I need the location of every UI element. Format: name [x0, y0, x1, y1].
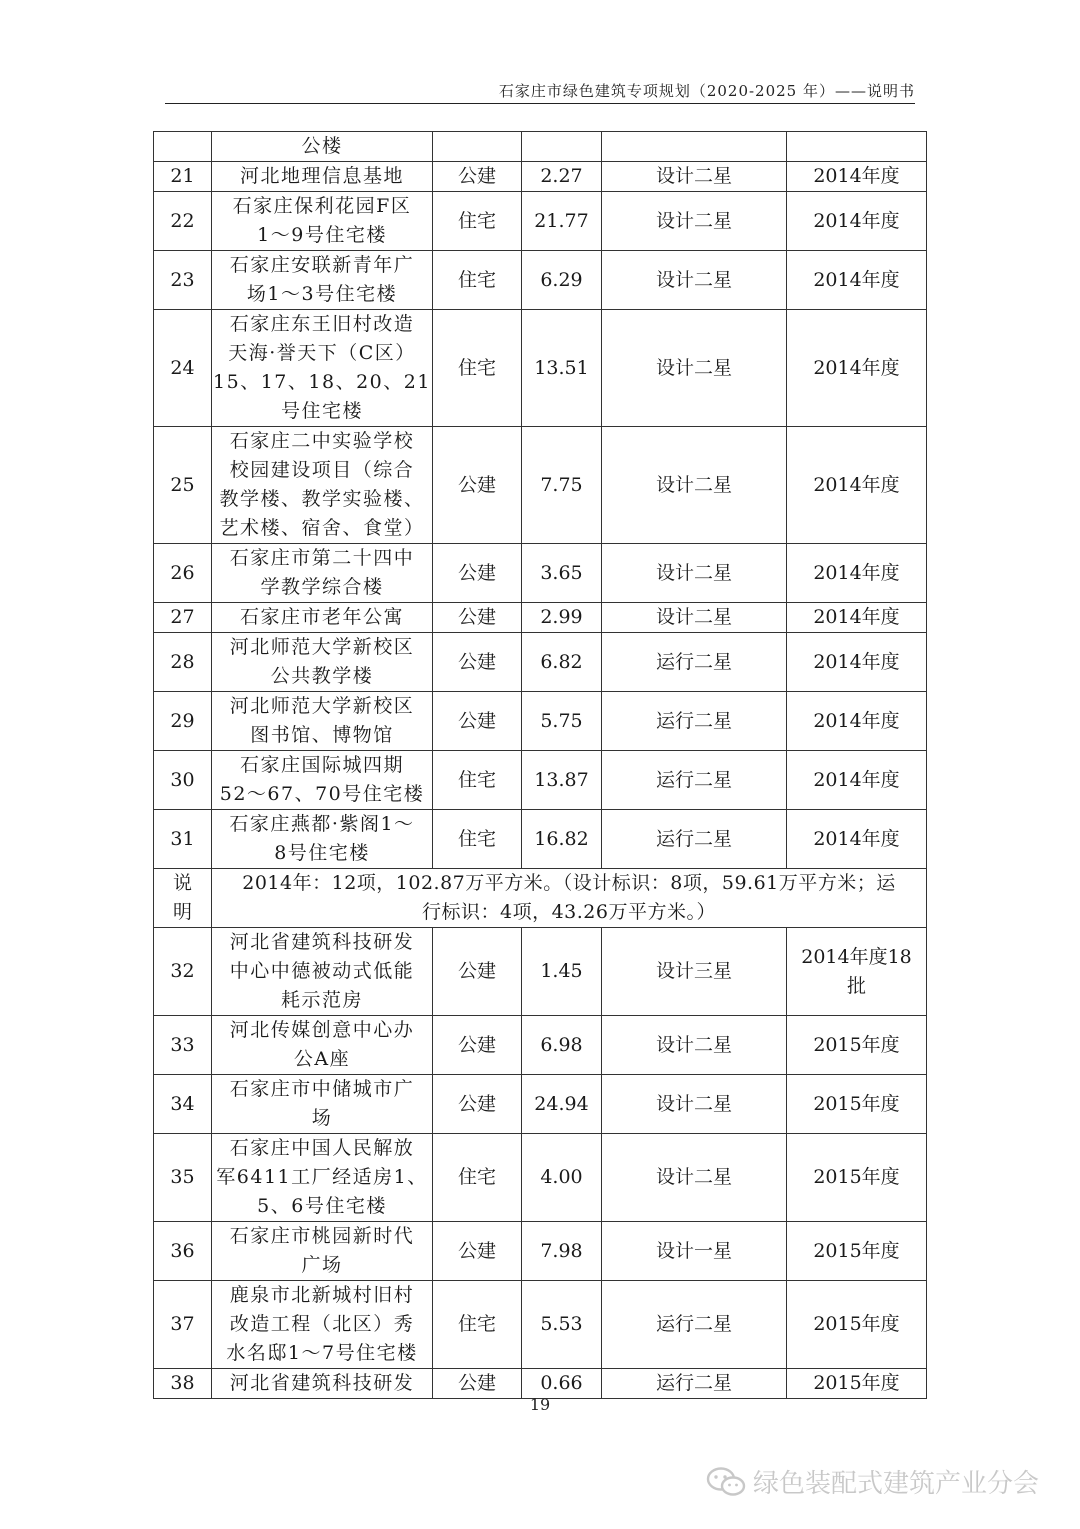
year-line: 批: [846, 974, 866, 997]
project-name-line: 15、17、18、20、21: [213, 371, 431, 393]
project-name-line: 号住宅楼: [280, 400, 363, 422]
cell-level: 设计二星: [602, 310, 787, 427]
year-line: 2015年度: [813, 1033, 900, 1056]
table-row: [154, 603, 927, 633]
cell-project-name: 公楼: [212, 132, 433, 162]
cell-level: 运行二星: [602, 633, 787, 692]
year-line: 2014年度: [813, 827, 900, 850]
cell-no: 22: [154, 192, 212, 251]
cell-project-name: [212, 427, 433, 544]
table-row: [154, 427, 927, 544]
project-name-line: 1～9号住宅楼: [257, 224, 387, 246]
cell-area: 4.00: [522, 1134, 602, 1222]
cell-type: 公建: [433, 1369, 522, 1399]
project-name-line: 改造工程（北区）秀: [229, 1313, 415, 1335]
year-line: 2015年度: [813, 1313, 900, 1335]
cell-year: [787, 310, 927, 427]
project-name-line: 中心中德被动式低能: [229, 960, 415, 982]
year-line: 2014年度: [813, 606, 900, 628]
project-name-line: 河北省建筑科技研发: [229, 1372, 415, 1394]
note-label-line: 说: [172, 872, 192, 894]
cell-area: 6.98: [522, 1016, 602, 1075]
project-name-line: 河北省建筑科技研发: [229, 931, 415, 953]
note-label: [154, 869, 212, 928]
year-line: 2014年度: [813, 650, 900, 673]
project-name-line: 石家庄中国人民解放: [229, 1137, 415, 1159]
cell-project-name: [212, 603, 433, 633]
cell-project-name: [212, 310, 433, 427]
cell-type: 住宅: [433, 810, 522, 869]
cell-type: 公建: [433, 692, 522, 751]
project-name-line: 石家庄国际城四期: [239, 754, 404, 776]
cell-area: 3.65: [522, 544, 602, 603]
cell-year: [787, 1016, 927, 1075]
project-name-line: 校园建设项目（综合: [229, 459, 415, 481]
cell-type: 公建: [433, 162, 522, 192]
cell-project-name: [212, 1222, 433, 1281]
cell-no: 30: [154, 751, 212, 810]
cell-year: [787, 1222, 927, 1281]
wechat-icon: [705, 1465, 747, 1499]
cell-type: 住宅: [433, 1281, 522, 1369]
cell-project-name: [212, 633, 433, 692]
cell-no: 26: [154, 544, 212, 603]
project-name-line: 水名邸1～7号住宅楼: [226, 1342, 418, 1364]
table-row: [154, 251, 927, 310]
note-label-line: 明: [172, 901, 192, 923]
cell-level: 设计二星: [602, 251, 787, 310]
project-name-line: 场1～3号住宅楼: [246, 283, 398, 305]
project-name-line: 石家庄市中储城市广: [229, 1078, 415, 1100]
year-line: 2014年度: [813, 473, 900, 496]
cell-project-name: [212, 1134, 433, 1222]
cell-level: 运行二星: [602, 810, 787, 869]
note-text-line: 2014年：12项，102.87万平方米。（设计标识：8项，59.61万平方米；运: [242, 872, 896, 894]
cell-level: 设计二星: [602, 427, 787, 544]
cell-type: 公建: [433, 1222, 522, 1281]
project-name-line: 耗示范房: [280, 989, 363, 1011]
table-row: [154, 633, 927, 692]
cell-no: [154, 132, 212, 162]
cell-type: 公建: [433, 633, 522, 692]
cell-project-name: [212, 162, 433, 192]
project-name-line: 石家庄保利花园F区: [232, 195, 412, 217]
project-name-line: 场: [311, 1107, 333, 1129]
note-row: [154, 869, 927, 928]
cell-no: 29: [154, 692, 212, 751]
cell-level: 设计二星: [602, 192, 787, 251]
cell-no: 21: [154, 162, 212, 192]
watermark-text: 绿色装配式建筑产业分会: [753, 1469, 1040, 1499]
year-line: 2014年度: [813, 268, 900, 291]
cell-project-name: [212, 1016, 433, 1075]
project-name-line: 河北传媒创意中心办: [229, 1019, 415, 1041]
cell-level: 设计二星: [602, 1016, 787, 1075]
cell-area: 1.45: [522, 928, 602, 1016]
project-name-line: 河北师范大学新校区: [229, 636, 415, 658]
cell-area: 21.77: [522, 192, 602, 251]
year-line: 2015年度: [813, 1166, 900, 1188]
cell-no: 38: [154, 1369, 212, 1399]
project-name-line: 艺术楼、宿舍、食堂）: [219, 517, 425, 539]
table-row: [154, 1134, 927, 1222]
cell-level: 运行二星: [602, 1281, 787, 1369]
project-name-line: 天海·誉天下（C区）: [228, 342, 416, 364]
cell-no: 32: [154, 928, 212, 1016]
cell-project-name: [212, 1075, 433, 1134]
cell-area: [522, 132, 602, 162]
project-name-line: 公A座: [293, 1048, 351, 1070]
year-line: 2014年度: [813, 356, 900, 379]
cell-year: [787, 810, 927, 869]
cell-type: 住宅: [433, 251, 522, 310]
cell-area: 7.75: [522, 427, 602, 544]
cell-level: [602, 132, 787, 162]
cell-type: 公建: [433, 427, 522, 544]
project-name-line: 公共教学楼: [270, 665, 374, 687]
cell-no: 36: [154, 1222, 212, 1281]
project-name-line: 52～67、70号住宅楼: [219, 783, 425, 805]
table-row: [154, 928, 927, 1016]
table-row: [154, 132, 927, 162]
cell-project-name: [212, 251, 433, 310]
project-name-line: 5、6号住宅楼: [257, 1195, 387, 1217]
cell-year: [787, 1369, 927, 1399]
table-row: [154, 1016, 927, 1075]
cell-year: [787, 192, 927, 251]
cell-year: [787, 162, 927, 192]
project-name-line: 石家庄燕都·紫阁1～: [229, 813, 415, 835]
cell-year: [787, 603, 927, 633]
table-row: [154, 1075, 927, 1134]
cell-year: [787, 751, 927, 810]
header-title: 石家庄市绿色建筑专项规划（2020-2025 年）——说明书: [498, 82, 915, 100]
cell-level: 运行二星: [602, 1369, 787, 1399]
cell-year: [787, 928, 927, 1016]
cell-type: 公建: [433, 928, 522, 1016]
page-number: 19: [529, 1395, 551, 1414]
cell-area: 13.51: [522, 310, 602, 427]
table-row: [154, 810, 927, 869]
project-name-line: 军6411工厂经适房1、: [216, 1166, 428, 1188]
year-line: 2015年度: [813, 1372, 900, 1394]
cell-area: 6.29: [522, 251, 602, 310]
cell-type: [433, 132, 522, 162]
cell-type: 公建: [433, 544, 522, 603]
watermark: [705, 1463, 1039, 1500]
cell-level: 设计二星: [602, 1134, 787, 1222]
cell-year: [787, 132, 927, 162]
cell-no: 31: [154, 810, 212, 869]
cell-project-name: [212, 928, 433, 1016]
cell-project-name: [212, 751, 433, 810]
table-row: [154, 692, 927, 751]
cell-level: 设计一星: [602, 1222, 787, 1281]
project-name-line: 石家庄安联新青年广: [229, 254, 415, 276]
project-name-line: 石家庄市第二十四中: [229, 547, 415, 569]
cell-level: 设计二星: [602, 544, 787, 603]
table-row: [154, 1222, 927, 1281]
cell-year: [787, 1134, 927, 1222]
cell-project-name: [212, 1369, 433, 1399]
year-line: 2014年度: [813, 561, 900, 584]
year-line: 2014年度: [813, 709, 900, 732]
year-line: 2014年度: [813, 768, 900, 791]
note-text-line: 行标识：4项，43.26万平方米。）: [422, 901, 716, 923]
cell-project-name: [212, 192, 433, 251]
cell-year: [787, 1281, 927, 1369]
note-text: [212, 869, 927, 928]
cell-type: 住宅: [433, 1134, 522, 1222]
project-name-line: 石家庄二中实验学校: [229, 430, 415, 452]
cell-level: 设计三星: [602, 928, 787, 1016]
project-name-line: 学教学综合楼: [260, 576, 384, 598]
cell-type: 公建: [433, 1016, 522, 1075]
cell-area: 6.82: [522, 633, 602, 692]
year-line: 2015年度: [813, 1092, 900, 1115]
cell-area: 24.94: [522, 1075, 602, 1134]
cell-no: 35: [154, 1134, 212, 1222]
cell-area: 13.87: [522, 751, 602, 810]
project-name-line: 石家庄市老年公寓: [239, 606, 404, 628]
cell-level: 运行二星: [602, 751, 787, 810]
cell-area: 0.66: [522, 1369, 602, 1399]
cell-level: 设计二星: [602, 603, 787, 633]
table-row: [154, 751, 927, 810]
cell-area: 2.27: [522, 162, 602, 192]
cell-no: 25: [154, 427, 212, 544]
cell-no: 28: [154, 633, 212, 692]
cell-year: [787, 633, 927, 692]
table-row: [154, 1281, 927, 1369]
cell-no: 33: [154, 1016, 212, 1075]
cell-no: 24: [154, 310, 212, 427]
table-row: [154, 1369, 927, 1399]
cell-type: 住宅: [433, 751, 522, 810]
project-name-line: 8号住宅楼: [274, 842, 370, 864]
cell-no: 37: [154, 1281, 212, 1369]
cell-area: 2.99: [522, 603, 602, 633]
cell-project-name: [212, 1281, 433, 1369]
table-row: [154, 192, 927, 251]
project-name-line: 石家庄东王旧村改造: [229, 313, 415, 335]
cell-area: 16.82: [522, 810, 602, 869]
cell-level: 运行二星: [602, 692, 787, 751]
project-table: [153, 131, 927, 1399]
cell-year: [787, 427, 927, 544]
cell-type: 公建: [433, 1075, 522, 1134]
cell-project-name: [212, 692, 433, 751]
year-line: 2014年度: [813, 209, 900, 232]
cell-no: 27: [154, 603, 212, 633]
cell-area: 5.53: [522, 1281, 602, 1369]
cell-no: 23: [154, 251, 212, 310]
cell-project-name: [212, 544, 433, 603]
project-name-line: 鹿泉市北新城村旧村: [229, 1284, 415, 1306]
cell-area: 7.98: [522, 1222, 602, 1281]
project-name-line: 石家庄市桃园新时代: [229, 1225, 415, 1247]
project-name-line: 教学楼、教学实验楼、: [219, 488, 425, 510]
header-divider: [165, 103, 915, 104]
cell-year: [787, 692, 927, 751]
project-name-line: 图书馆、博物馆: [250, 724, 394, 746]
cell-no: 34: [154, 1075, 212, 1134]
project-name-line: 河北师范大学新校区: [229, 695, 415, 717]
year-line: 2015年度: [813, 1239, 900, 1262]
cell-type: 住宅: [433, 310, 522, 427]
cell-type: 公建: [433, 603, 522, 633]
table-row: [154, 162, 927, 192]
cell-year: [787, 544, 927, 603]
cell-year: [787, 1075, 927, 1134]
year-line: 2014年度18: [801, 945, 912, 968]
project-name-line: 河北地理信息基地: [239, 165, 404, 187]
cell-level: 设计二星: [602, 162, 787, 192]
year-line: 2014年度: [813, 165, 900, 187]
cell-type: 住宅: [433, 192, 522, 251]
cell-project-name: [212, 810, 433, 869]
project-name-line: 广场: [301, 1254, 343, 1276]
cell-level: 设计二星: [602, 1075, 787, 1134]
table-row: [154, 544, 927, 603]
cell-year: [787, 251, 927, 310]
table-row: [154, 310, 927, 427]
cell-area: 5.75: [522, 692, 602, 751]
